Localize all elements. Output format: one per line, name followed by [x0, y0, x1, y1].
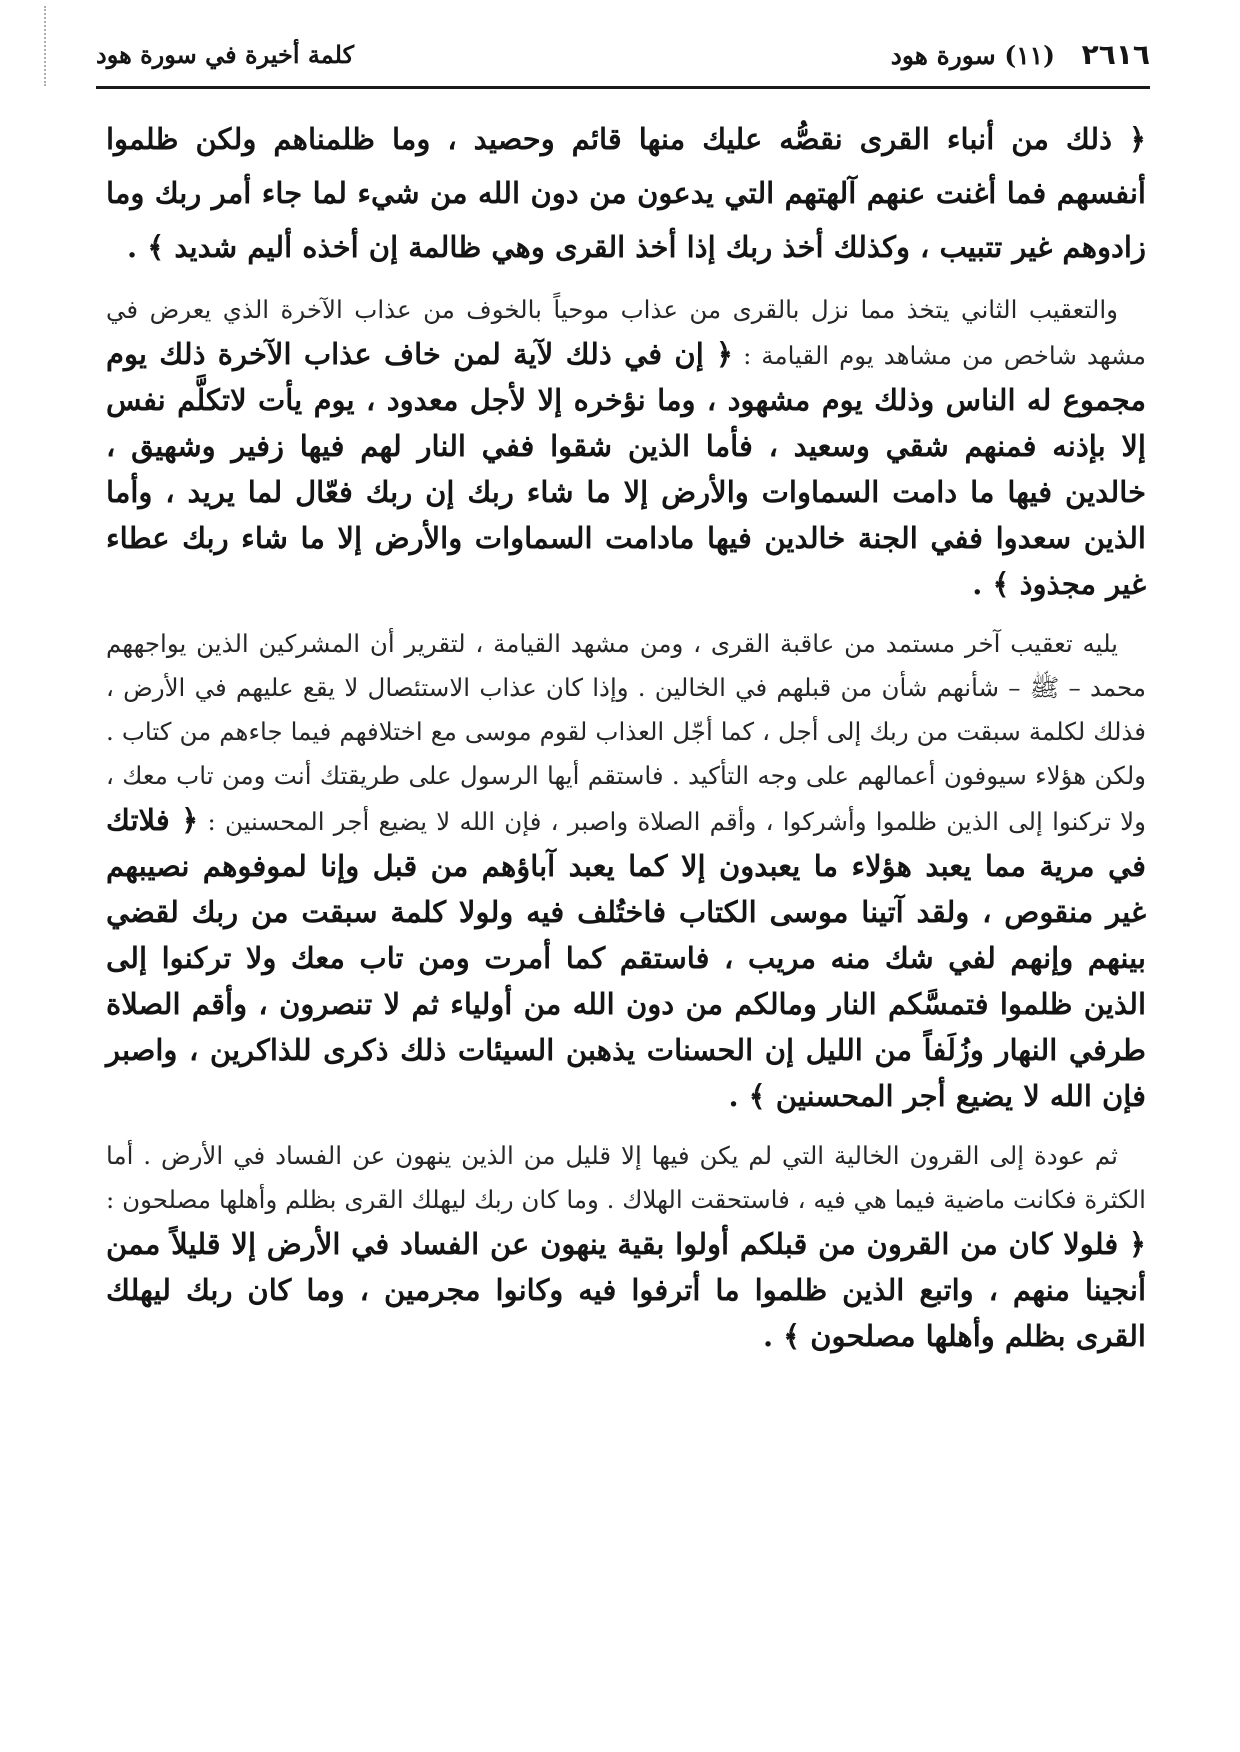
commentary-paragraph [106, 1134, 1146, 1360]
page-header [96, 38, 1150, 86]
scan-edge-mark [44, 6, 50, 86]
quran-quote-inline: ﴿ إن في ذلك لآية لمن خاف عذاب الآخرة ذلك يوم مجموع له الناس وذلك يوم مشهود ، وما نؤخره إلا لأجل معدود ، يوم يأت لاتكلَّم نفس إلا بإذنه فمنهم شقي وسعيد ، فأما الذين شقوا ففي النار لهم فيها زفير وشهيق ، خالدين فيها ما دامت السماوات والأرض إلا ما شاء ربك إن ربك فعّال لما يريد ، وأما الذين سعدوا ففي الجنة خالدين فيها مادامت السماوات والأرض إلا ما شاء ربك عطاء غير مجذوذ ﴾ . [106, 337, 1146, 601]
commentary-paragraph [106, 622, 1146, 1120]
commentary-text: ثم عودة إلى القرون الخالية التي لم يكن فيها إلا قليل من الذين ينهون عن الفساد في الأرض . أما الكثرة فكانت ماضية فيما هي فيه ، فاستحقت الهلاك . وما كان ربك ليهلك القرى بظلم وأهلها مصلحون : [106, 1141, 1146, 1214]
quran-quote-inline: ﴿ فلولا كان من القرون من قبلكم أولوا بقية ينهون عن الفساد في الأرض إلا قليلاً ممن أنجينا منهم ، واتبع الذين ظلموا ما أترفوا فيه وكانوا مجرمين ، وما كان ربك ليهلك القرى بظلم وأهلها مصلحون ﴾ . [106, 1227, 1146, 1353]
page-number: ٢٦١٦ [1081, 38, 1150, 71]
quran-quote-inline: ﴿ فلاتك في مرية مما يعبد هؤلاء ما يعبدون إلا كما يعبد آباؤهم من قبل وإنا لموفوهم نصيبهم غير منقوص ، ولقد آتينا موسى الكتاب فاختُلف فيه ولولا كلمة سبقت من ربك لقضي بينهم وإنهم لفي شك منه مريب ، فاستقم كما أمرت ومن تاب معك ولا تركنوا إلى الذين ظلموا فتمسَّكم النار ومالكم من دون الله من أولياء ثم لا تنصرون ، وأقم الصلاة طرفي النهار وزُلَفاً من الليل إن الحسنات يذهبن السيئات ذلك ذكرى للذاكرين ، واصبر فإن الله لا يضيع أجر المحسنين ﴾ . [106, 803, 1146, 1113]
header-rule [96, 86, 1150, 89]
commentary-text: والتعقيب الثاني يتخذ مما نزل بالقرى من عذاب موحياً بالخوف من عذاب الآخرة الذي يعرض في مشهد شاخص من مشاهد يوم القيامة : [106, 295, 1146, 370]
quran-quote-paragraph: ﴿ ذلك من أنباء القرى نقصُّه عليك منها قائم وحصيد ، وما ظلمناهم ولكن ظلموا أنفسهم فما أغنت عنهم آلهتهم التي يدعون من دون الله من شيء لما جاء أمر ربك وما زادوهم غير تتبيب ، وكذلك أخذ ربك إذا أخذ القرى وهي ظالمة إن أخذه أليم شديد ﴾ . [106, 122, 1146, 264]
commentary-paragraph [106, 288, 1146, 608]
surah-label: (١١) سورة هود [890, 41, 1055, 70]
commentary-text: يليه تعقيب آخر مستمد من عاقبة القرى ، ومن مشهد القيامة ، لتقرير أن المشركين الذين يواجههم محمد – ﷺ – شأنهم شأن من قبلهم في الخالين . وإذا كان عذاب الاستئصال لا يقع عليهم في الأرض ، فذلك لكلمة سبقت من ربك إلى أجل ، كما أجّل العذاب لقوم موسى مع اختلافهم فيما جاءهم من كتاب . ولكن هؤلاء سيوفون أعمالهم على وجه التأكيد . فاستقم أيها الرسول على طريقتك أنت ومن تاب معك ، ولا تركنوا إلى الذين ظلموا وأشركوا ، وأقم الصلاة واصبر ، فإن الله لا يضيع أجر المحسنين : [106, 629, 1146, 836]
page-body [106, 112, 1146, 1374]
running-title: كلمة أخيرة في سورة هود [96, 40, 354, 69]
header-page-info [891, 38, 1150, 71]
